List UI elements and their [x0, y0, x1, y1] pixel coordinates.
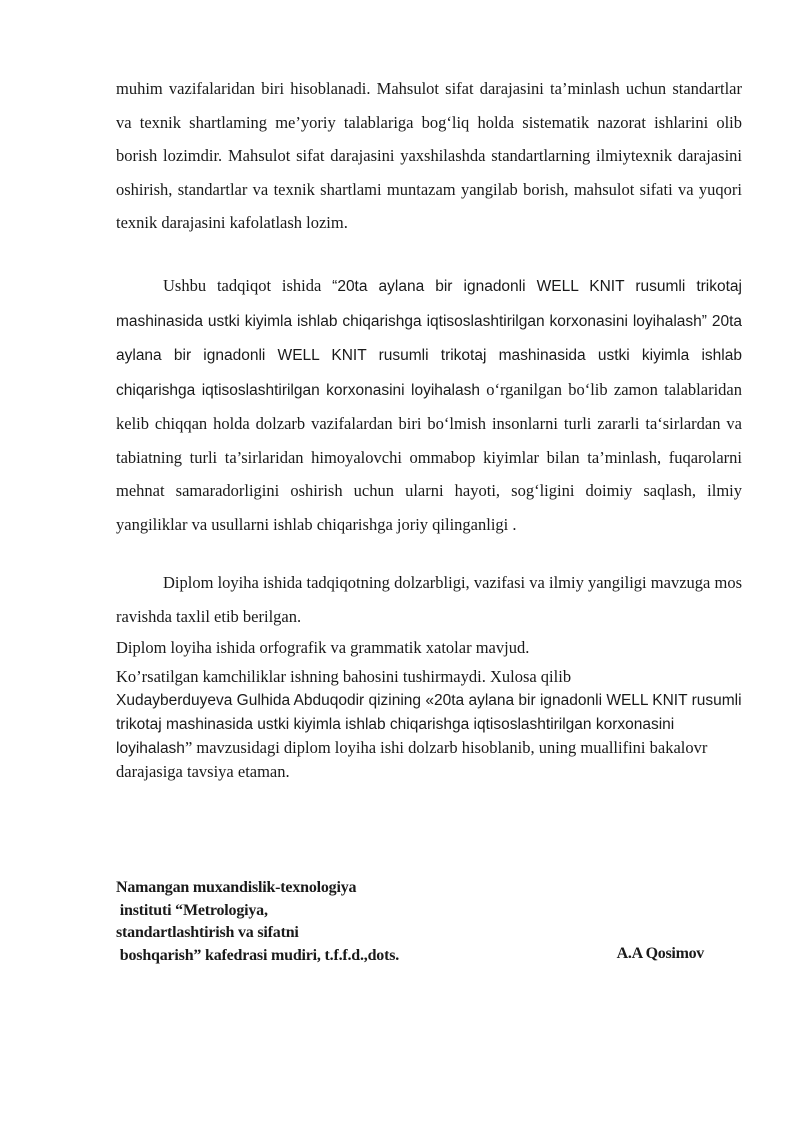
paragraph-5: [116, 665, 742, 783]
paragraph-1-text: muhim vazifalaridan biri hisoblanadi. Mahsulot sifat darajasini ta’minlash uchun standartlar va texnik shartlaming me’yoriy talablariga bog‘liq holda sistematik nazorat ishlarini olib borish lozimdir. Mahsulot sifat darajasini yaxshilashda standartlarning ilmiytexnik darajasini oshirish, standartlar va texnik shartlami muntazam yangilab borish, mahsulot sifati va yuqori texnik darajasini kafolatlash lozim.: [116, 79, 742, 232]
paragraph-4-text: Diplom loyiha ishida orfografik va grammatik xatolar mavjud.: [116, 638, 530, 657]
paragraph-3: [116, 566, 742, 633]
signature-line-1: Namangan muxandislik-texnologiya: [116, 879, 357, 896]
paragraph-5-body: ” mavzusidagi diplom loyiha ishi dolzarb hisoblanib, uning muallifini bakalovr darajasiga tavsiya etaman.: [116, 738, 708, 781]
signatory-name: A.A Qosimov: [616, 945, 704, 962]
signature-line-3: standartlashtirish va sifatni: [116, 924, 299, 941]
paragraph-2: [116, 269, 742, 541]
paragraph-3-text: Diplom loyiha ishida tadqiqotning dolzarbligi, vazifasi va ilmiy yangiligi mavzuga mos ravishda taxlil etib berilgan.: [116, 573, 742, 626]
signature-line-4: boshqarish” kafedrasi mudiri, t.f.f.d.,dots.: [116, 946, 400, 964]
paragraph-5-topic: Xudayberduyeva Gulhida Abduqodir qizining «20ta aylana bir ignadonli WELL KNIT rusumli trikotaj mashinasida ustki kiyimla ishlab chiqarishga iqtisoslashtirilgan korxonasini loyihalash: [116, 692, 742, 757]
paragraph-4: [116, 631, 742, 665]
paragraph-1: [116, 72, 742, 240]
paragraph-2-intro: Ushbu tadqiqot ishida: [163, 276, 333, 295]
signature-line-2: instituti “Metrologiya,: [116, 901, 268, 919]
paragraph-2-body: o‘rganilgan bo‘lib zamon talablaridan kelib chiqqan holda dolzarb vazifalardan biri bo‘lmish insonlarni turli zararli ta‘sirlardan va tabiatning turli ta’sirlaridan himoyalovchi ommabop kiyimlar bilan ta’minlash, fuqarolarni mehnat samaradorligini oshirish uchun ularni hayoti, sog‘ligini doimiy saqlash, ilmiy yangiliklar va usullarni ishlab chiqarishga joriy qilinganligi .: [116, 379, 742, 534]
paragraph-5-intro: Ko’rsatilgan kamchiliklar ishning bahosini tushirmaydi. Xulosa qilib: [116, 667, 572, 686]
paragraph-2-topic: “20ta aylana bir ignadonli WELL KNIT rusumli trikotaj mashinasida ustki kiyimla ishlab chiqarishga iqtisoslashtirilgan korxonasini loyihalash” 20ta aylana bir ignadonli WELL KNIT rusumli trikotaj mashinasida ustki kiyimla ishlab chiqarishga iqtisoslashtirilgan korxonasini loyihalash: [116, 278, 742, 399]
